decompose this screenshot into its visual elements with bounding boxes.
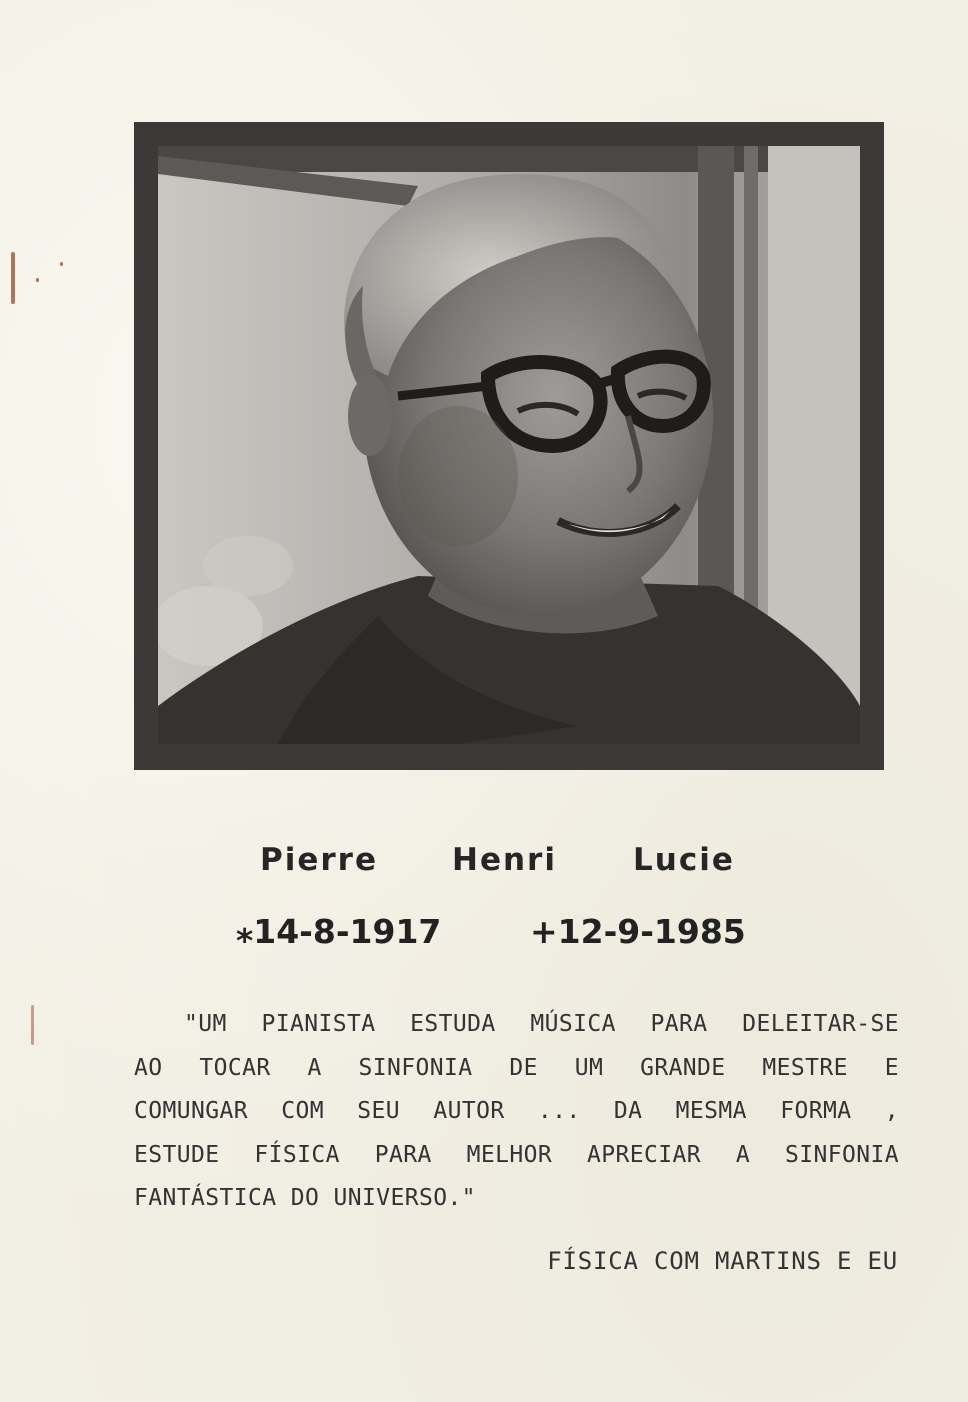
- rust-stain-mark: [31, 1005, 34, 1045]
- person-name: [0, 842, 968, 882]
- quote-line: FANTÁSTICA DO UNIVERSO.": [134, 1185, 476, 1211]
- life-dates: [0, 912, 968, 956]
- portrait-photo-frame: [134, 122, 884, 770]
- quote-line: AO TOCAR A SINFONIA DE UM GRANDE MESTRE E: [134, 1054, 899, 1081]
- middle-name: Henri: [452, 842, 557, 878]
- first-name: Pierre: [260, 842, 378, 878]
- quote-line: ESTUDE FÍSICA PARA MELHOR APRECIAR A SINFONIA: [134, 1141, 899, 1168]
- portrait-photo: [158, 146, 860, 744]
- last-name: Lucie: [633, 842, 735, 878]
- death-date: +12-9-1985: [530, 912, 746, 951]
- rust-stain-dot: [36, 278, 39, 282]
- quote-line: COMUNGAR COM SEU AUTOR ... DA MESMA FORMA ,: [134, 1098, 899, 1124]
- birth-date: ⁎14-8-1917: [236, 912, 442, 951]
- rust-stain-mark: [11, 252, 15, 304]
- rust-stain-dot: [60, 262, 63, 266]
- quote-attribution: FÍSICA COM MARTINS E EU: [547, 1247, 898, 1275]
- quote-line: "UM PIANISTA ESTUDA MÚSICA PARA DELEITAR-SE: [184, 1011, 899, 1037]
- quote-block: [134, 1003, 899, 1221]
